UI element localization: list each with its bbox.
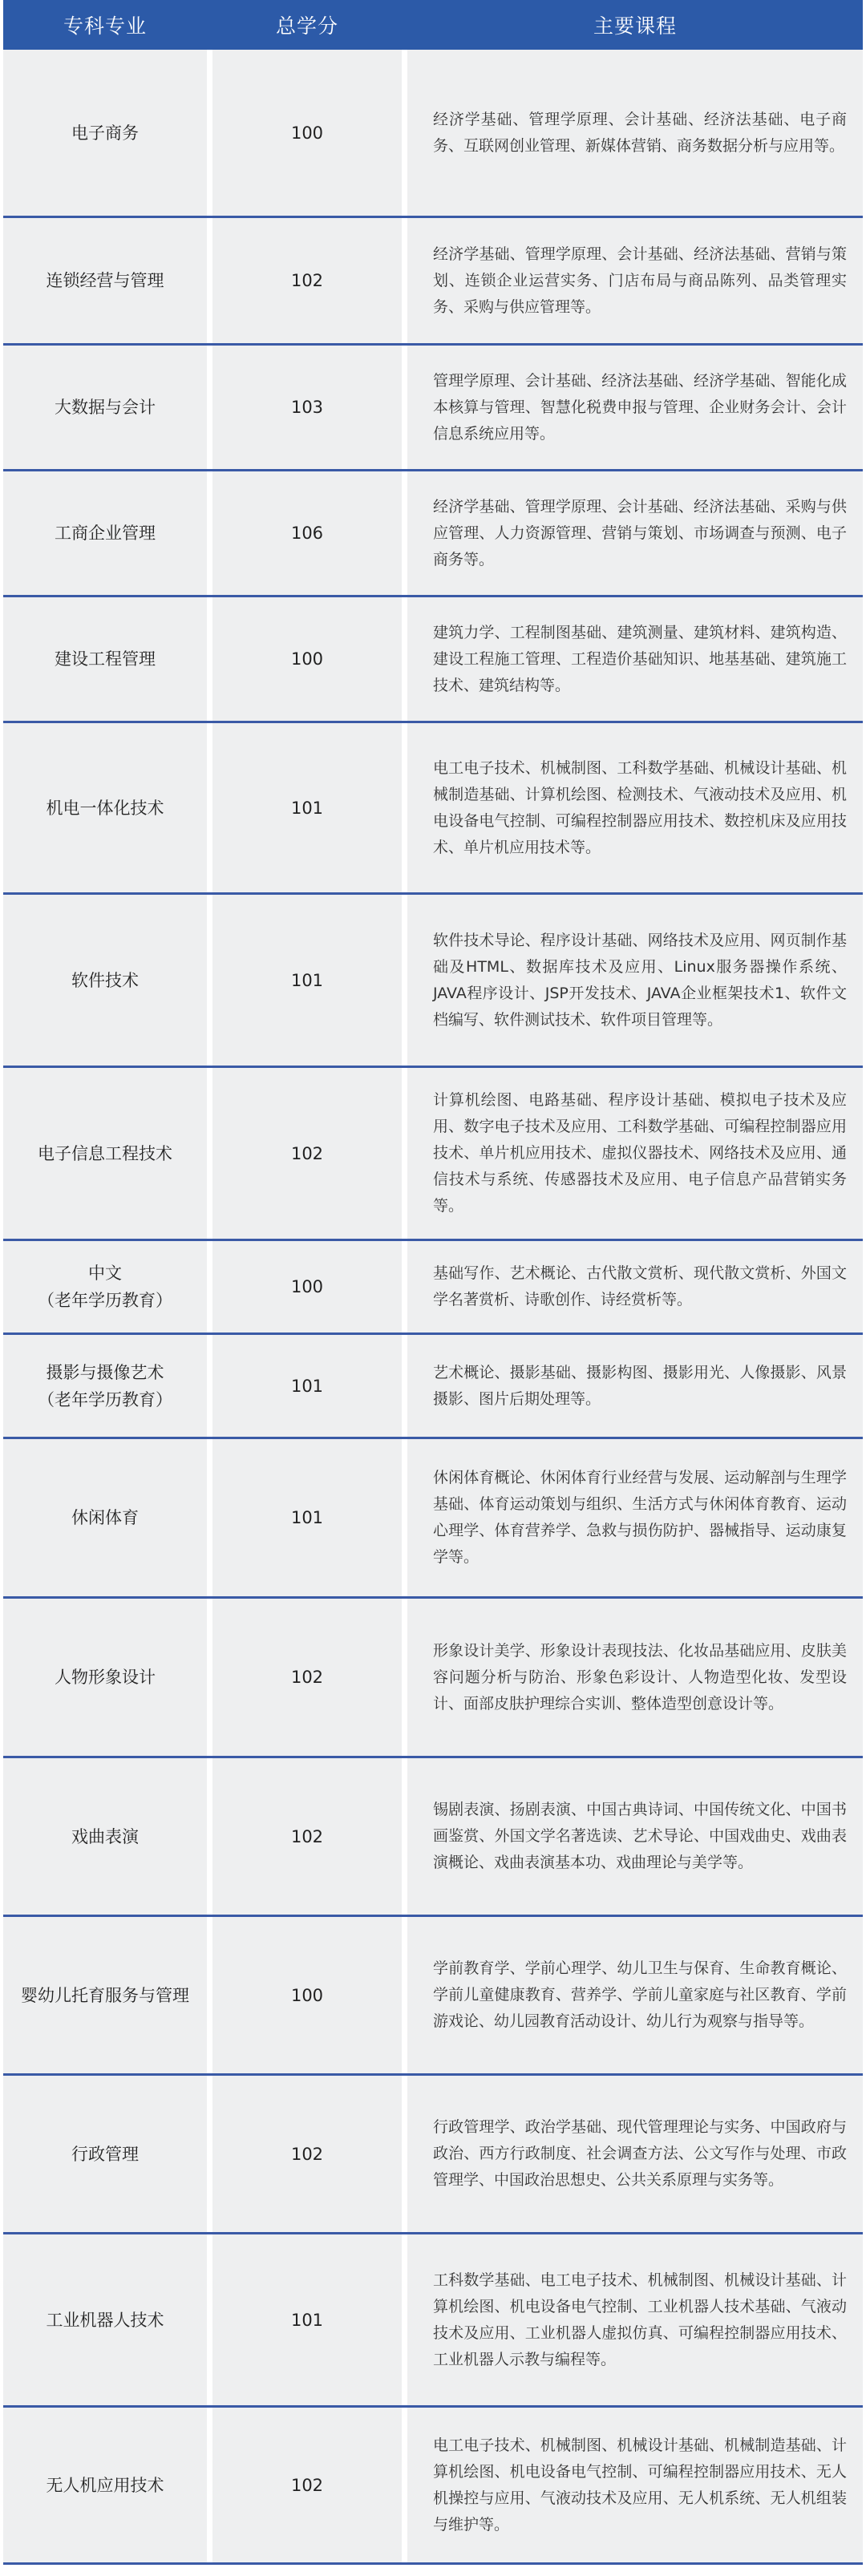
table-row	[3, 1758, 863, 1917]
column-divider	[207, 1439, 212, 1596]
major-name: 休闲体育	[3, 1439, 207, 1596]
credit-value: 102	[212, 1068, 402, 1239]
column-divider	[207, 2076, 212, 2232]
major-name: 建设工程管理	[3, 597, 207, 721]
column-divider	[402, 471, 407, 595]
column-divider	[402, 1241, 407, 1332]
course-list: 管理学原理、会计基础、经济法基础、经济学基础、智能化成本核算与管理、智慧化税费申报与管理、企业财务会计、会计信息系统应用等。	[407, 346, 863, 469]
table-row	[3, 1439, 863, 1599]
table-row	[3, 1068, 863, 1241]
credit-value: 100	[212, 1917, 402, 2073]
course-list: 艺术概论、摄影基础、摄影构图、摄影用光、人像摄影、风景摄影、图片后期处理等。	[407, 1335, 863, 1437]
column-divider	[207, 1335, 212, 1437]
major-name: 电子商务	[3, 50, 207, 216]
table-row	[3, 1241, 863, 1335]
course-list: 行政管理学、政治学基础、现代管理理论与实务、中国政府与政治、西方行政制度、社会调查方法、公文写作与处理、市政管理学、中国政治思想史、公共关系原理与实务等。	[407, 2076, 863, 2232]
credit-value: 103	[212, 346, 402, 469]
credit-value: 101	[212, 723, 402, 892]
table-body	[3, 50, 863, 2565]
credit-value: 102	[212, 2076, 402, 2232]
course-list: 学前教育学、学前心理学、幼儿卫生与保育、生命教育概论、学前儿童健康教育、营养学、学前儿童家庭与社区教育、学前游戏论、幼儿园教育活动设计、幼儿行为观察与指导等。	[407, 1917, 863, 2073]
major-name: 大数据与会计	[3, 346, 207, 469]
major-name: 人物形象设计	[3, 1599, 207, 1756]
course-list: 电工电子技术、机械制图、工科数学基础、机械设计基础、机械制造基础、计算机绘图、检测技术、气液动技术及应用、机电设备电气控制、可编程控制器应用技术、数控机床及应用技术、单片机应用技术等。	[407, 723, 863, 892]
header-courses: 主要课程	[593, 14, 677, 38]
table-row	[3, 597, 863, 723]
column-divider	[207, 218, 212, 343]
column-divider	[402, 218, 407, 343]
major-name: 中文 （老年学历教育）	[3, 1241, 207, 1332]
table-row	[3, 50, 863, 218]
course-list: 锡剧表演、扬剧表演、中国古典诗词、中国传统文化、中国书画鉴赏、外国文学名著选读、艺术导论、中国戏曲史、戏曲表演概论、戏曲表演基本功、戏曲理论与美学等。	[407, 1758, 863, 1915]
major-name: 无人机应用技术	[3, 2408, 207, 2562]
column-divider	[207, 50, 212, 216]
column-divider	[402, 895, 407, 1066]
column-divider	[207, 346, 212, 469]
credit-value: 100	[212, 50, 402, 216]
column-divider	[207, 723, 212, 892]
major-name: 连锁经营与管理	[3, 218, 207, 343]
column-divider	[207, 2408, 212, 2562]
major-name: 婴幼儿托育服务与管理	[3, 1917, 207, 2073]
table-header	[3, 0, 863, 50]
column-divider	[402, 1068, 407, 1239]
course-list: 工科数学基础、电工电子技术、机械制图、机械设计基础、计算机绘图、机电设备电气控制、工业机器人技术基础、气液动技术及应用、工业机器人虚拟仿真、可编程控制器应用技术、工业机器人示教与编程等。	[407, 2234, 863, 2405]
credit-value: 101	[212, 1335, 402, 1437]
course-list: 计算机绘图、电路基础、程序设计基础、模拟电子技术及应用、数字电子技术及应用、工科数学基础、可编程控制器应用技术、单片机应用技术、虚拟仪器技术、网络技术及应用、通信技术与系统、传感器技术及应用、电子信息产品营销实务等。	[407, 1068, 863, 1239]
course-table	[3, 0, 863, 2565]
major-name: 软件技术	[3, 895, 207, 1066]
major-name: 戏曲表演	[3, 1758, 207, 1915]
table-row	[3, 2408, 863, 2565]
credit-value: 102	[212, 1599, 402, 1756]
credit-value: 100	[212, 597, 402, 721]
course-list: 经济学基础、管理学原理、会计基础、经济法基础、采购与供应管理、人力资源管理、营销与策划、市场调查与预测、电子商务等。	[407, 471, 863, 595]
column-divider	[402, 1335, 407, 1437]
major-name: 机电一体化技术	[3, 723, 207, 892]
course-list: 电工电子技术、机械制图、机械设计基础、机械制造基础、计算机绘图、机电设备电气控制、可编程控制器应用技术、无人机操控与应用、气液动技术及应用、无人机系统、无人机组装与维护等。	[407, 2408, 863, 2562]
column-divider	[402, 723, 407, 892]
credit-value: 106	[212, 471, 402, 595]
major-name: 工业机器人技术	[3, 2234, 207, 2405]
credit-value: 100	[212, 1241, 402, 1332]
major-name: 工商企业管理	[3, 471, 207, 595]
header-major: 专科专业	[63, 14, 147, 38]
credit-value: 101	[212, 2234, 402, 2405]
column-divider	[207, 1068, 212, 1239]
table-row	[3, 346, 863, 471]
header-credits: 总学分	[275, 14, 338, 38]
major-name: 电子信息工程技术	[3, 1068, 207, 1239]
column-divider	[207, 597, 212, 721]
column-divider	[402, 1917, 407, 2073]
column-divider	[402, 1439, 407, 1596]
course-list: 形象设计美学、形象设计表现技法、化妆品基础应用、皮肤美容问题分析与防治、形象色彩设计、人物造型化妆、发型设计、面部皮肤护理综合实训、整体造型创意设计等。	[407, 1599, 863, 1756]
credit-value: 102	[212, 218, 402, 343]
table-row	[3, 1335, 863, 1439]
course-list: 经济学基础、管理学原理、会计基础、经济法基础、营销与策划、连锁企业运营实务、门店布局与商品陈列、品类管理实务、采购与供应管理等。	[407, 218, 863, 343]
column-divider	[402, 2408, 407, 2562]
course-list: 经济学基础、管理学原理、会计基础、经济法基础、电子商务、互联网创业管理、新媒体营销、商务数据分析与应用等。	[407, 50, 863, 216]
table-row	[3, 2076, 863, 2234]
column-divider	[207, 895, 212, 1066]
column-divider	[207, 1917, 212, 2073]
credit-value: 101	[212, 895, 402, 1066]
column-divider	[402, 346, 407, 469]
credit-value: 102	[212, 1758, 402, 1915]
column-divider	[402, 597, 407, 721]
table-row	[3, 1599, 863, 1758]
course-list: 建筑力学、工程制图基础、建筑测量、建筑材料、建筑构造、建设工程施工管理、工程造价基础知识、地基基础、建筑施工技术、建筑结构等。	[407, 597, 863, 721]
table-row	[3, 218, 863, 346]
table-row	[3, 1917, 863, 2076]
column-divider	[402, 50, 407, 216]
course-list: 软件技术导论、程序设计基础、网络技术及应用、网页制作基础及HTML、数据库技术及应用、Linux服务器操作系统、JAVA程序设计、JSP开发技术、JAVA企业框架技术1、软件文档编写、软件测试技术、软件项目管理等。	[407, 895, 863, 1066]
table-row	[3, 2234, 863, 2408]
table-row	[3, 895, 863, 1068]
column-divider	[207, 1599, 212, 1756]
column-divider	[402, 1599, 407, 1756]
major-name: 摄影与摄像艺术 （老年学历教育）	[3, 1335, 207, 1437]
course-list: 休闲体育概论、休闲体育行业经营与发展、运动解剖与生理学基础、体育运动策划与组织、生活方式与休闲体育教育、运动心理学、体育营养学、急救与损伤防护、器械指导、运动康复学等。	[407, 1439, 863, 1596]
column-divider	[402, 2234, 407, 2405]
credit-value: 102	[212, 2408, 402, 2562]
major-name: 行政管理	[3, 2076, 207, 2232]
table-row	[3, 723, 863, 895]
table-row	[3, 471, 863, 597]
column-divider	[402, 1758, 407, 1915]
column-divider	[402, 2076, 407, 2232]
course-list: 基础写作、艺术概论、古代散文赏析、现代散文赏析、外国文学名著赏析、诗歌创作、诗经赏析等。	[407, 1241, 863, 1332]
column-divider	[207, 1241, 212, 1332]
credit-value: 101	[212, 1439, 402, 1596]
column-divider	[207, 1758, 212, 1915]
column-divider	[207, 471, 212, 595]
column-divider	[207, 2234, 212, 2405]
